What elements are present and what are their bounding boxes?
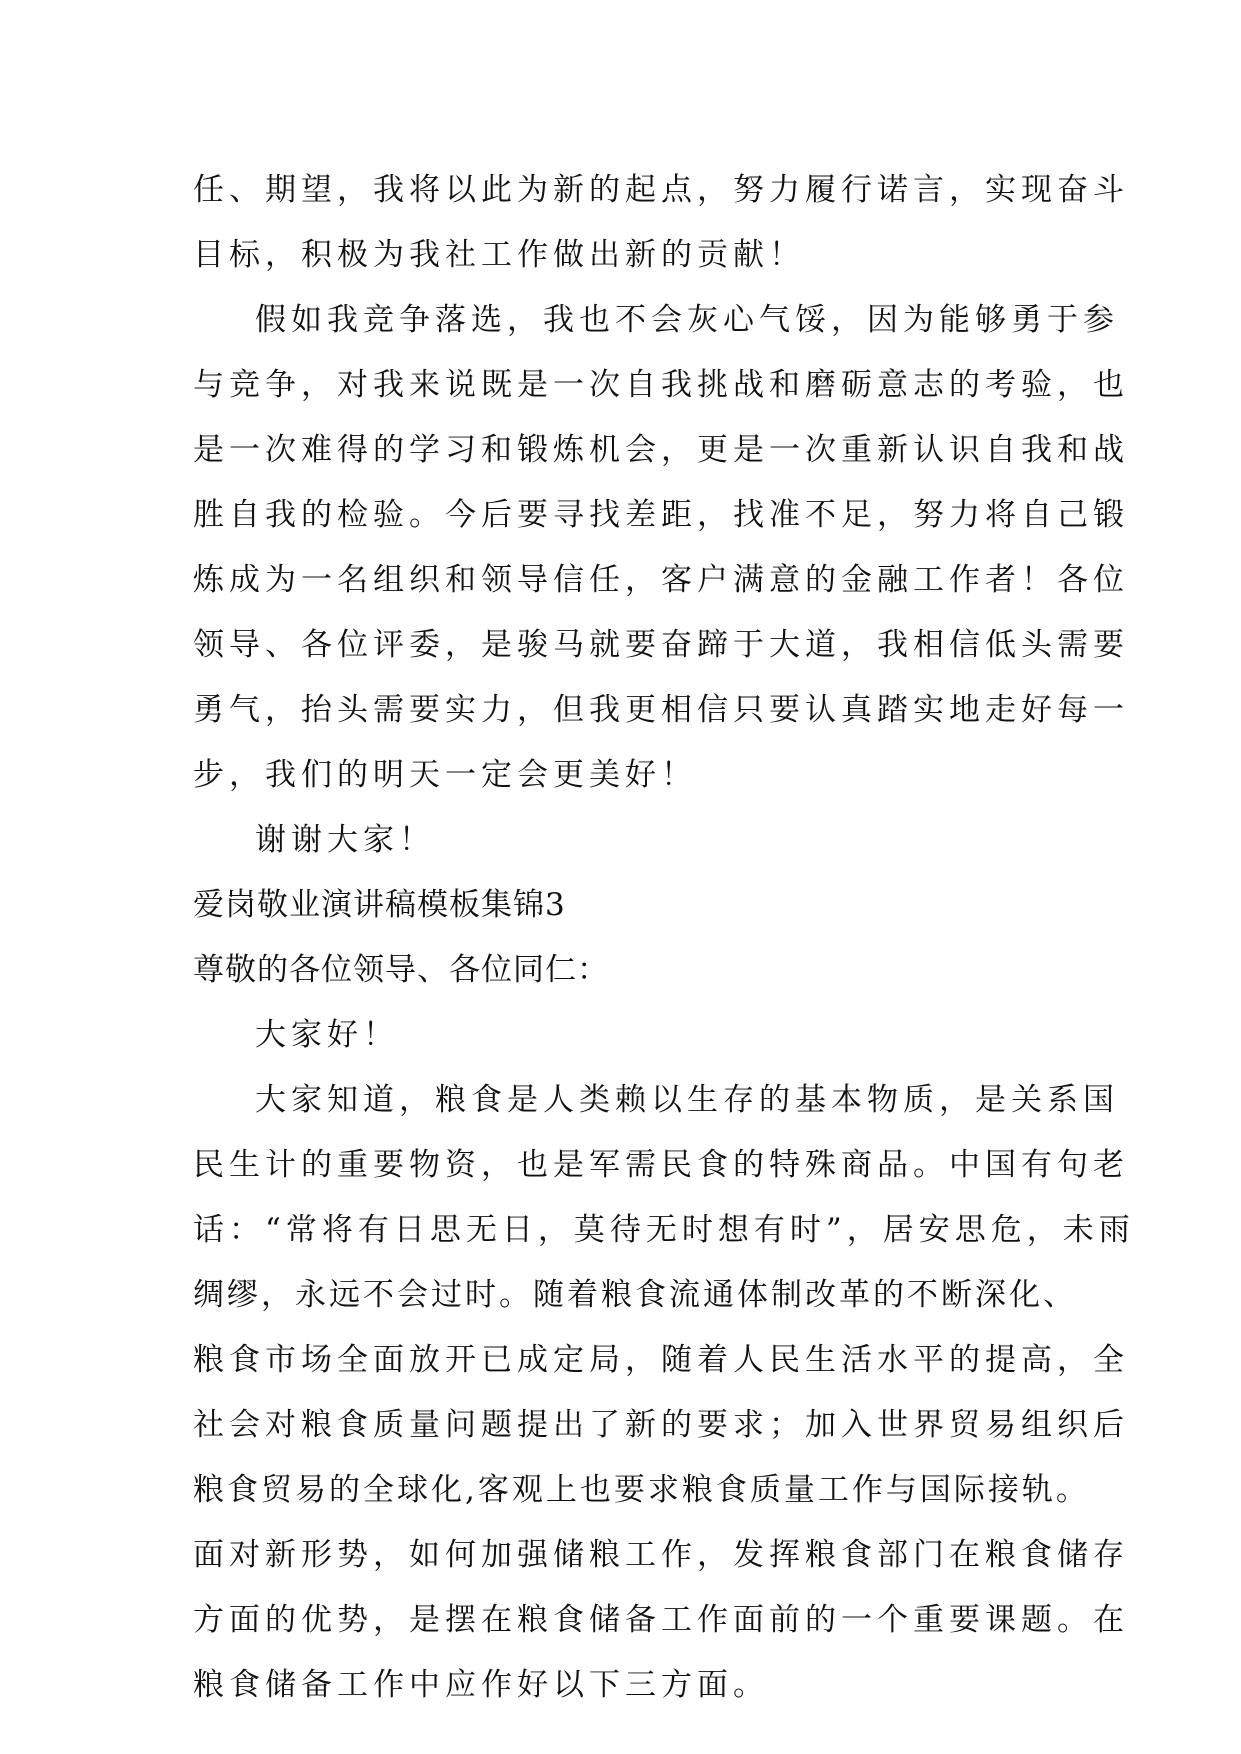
text-line: 粮食储备工作中应作好以下三方面。: [193, 1667, 769, 1703]
text-line: 目标，积极为我社工作做出新的贡献！: [193, 237, 805, 273]
text-line: 粮食贸易的全球化,客观上也要求粮食质量工作与国际接轨。: [193, 1472, 1090, 1508]
text-line: 粮食市场全面放开已成定局，随着人民生活水平的提高，全: [193, 1342, 1129, 1378]
paragraph-start-line: 大家知道，粮食是人类赖以生存的基本物质，是关系国: [255, 1082, 1119, 1118]
greeting-line: 大家好！: [255, 1017, 399, 1053]
text-line: 话：“常将有日思无日，莫待无时想有时”，居安思危，未雨: [193, 1212, 1135, 1248]
text-line: 民生计的重要物资，也是军需民食的特殊商品。中国有句老: [193, 1147, 1129, 1183]
closing-line: 谢谢大家！: [255, 822, 435, 858]
text-line: 与竞争，对我来说既是一次自我挑战和磨砺意志的考验，也: [193, 367, 1129, 403]
text-line: 绸缪，永远不会过时。随着粮食流通体制改革的不断深化、: [193, 1277, 1077, 1313]
section-title: 爱岗敬业演讲稿模板集锦3: [193, 887, 566, 923]
text-line: 勇气，抬头需要实力，但我更相信只要认真踏实地走好每一: [193, 692, 1129, 728]
text-line: 面对新形势，如何加强储粮工作，发挥粮食部门在粮食储存: [193, 1537, 1129, 1573]
text-line: 领导、各位评委，是骏马就要奋蹄于大道，我相信低头需要: [193, 627, 1129, 663]
text-line: 胜自我的检验。今后要寻找差距，找准不足，努力将自己锻: [193, 497, 1129, 533]
salutation-line: 尊敬的各位领导、各位同仁：: [193, 952, 609, 988]
paragraph-start-line: 假如我竞争落选，我也不会灰心气馁，因为能够勇于参: [255, 302, 1119, 338]
text-line: 步，我们的明天一定会更美好！: [193, 757, 697, 793]
text-line: 是一次难得的学习和锻炼机会，更是一次重新认识自我和战: [193, 432, 1129, 468]
text-line: 方面的优势，是摆在粮食储备工作面前的一个重要课题。在: [193, 1602, 1129, 1638]
text-line: 社会对粮食质量问题提出了新的要求；加入世界贸易组织后: [193, 1407, 1129, 1443]
document-body: [193, 158, 1135, 1718]
text-line: 炼成为一名组织和领导信任，客户满意的金融工作者！各位: [193, 562, 1129, 598]
text-line: 任、期望，我将以此为新的起点，努力履行诺言，实现奋斗: [193, 172, 1129, 208]
